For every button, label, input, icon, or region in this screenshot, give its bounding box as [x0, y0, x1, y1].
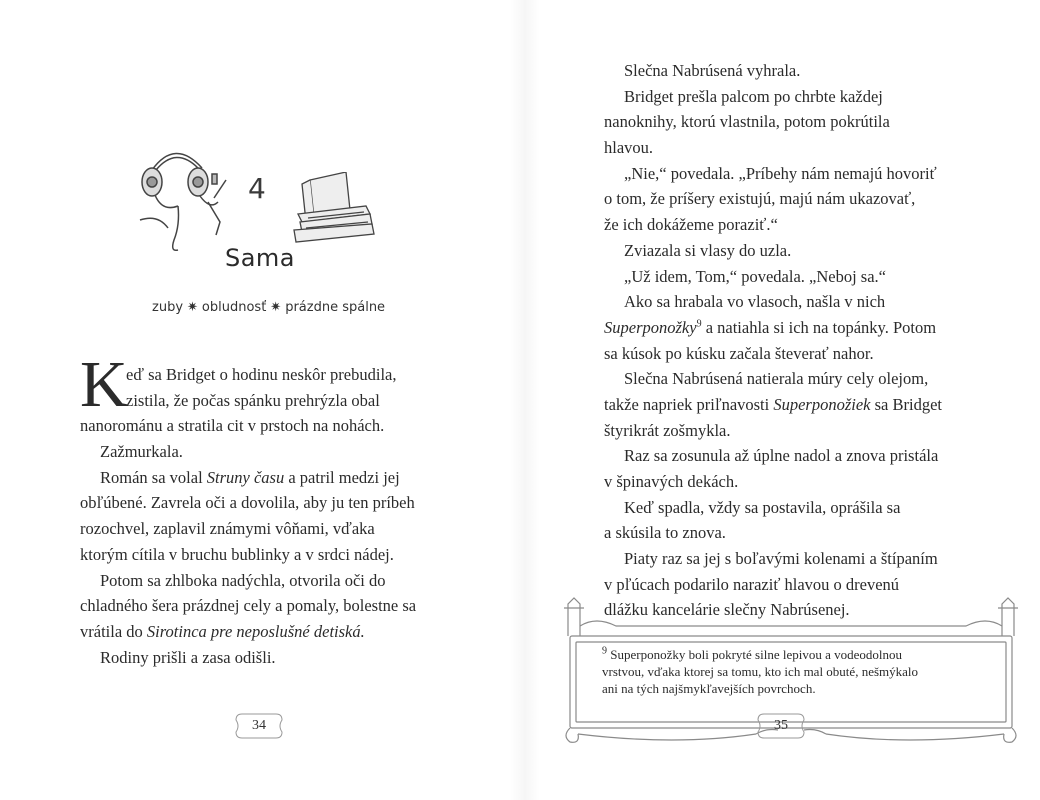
right-body-text [604, 58, 964, 623]
text-line: nanorománu a stratila cit v prstoch na nohách. [80, 416, 385, 436]
footnote-marker: 9 [696, 318, 702, 330]
text-line: Román sa volal Struny času a patril medzi jej [100, 467, 400, 487]
text-line: nanoknihy, ktorú vlastnila, potom pokrútila [604, 112, 890, 132]
text-line: Bridget prešla palcom po chrbte každej [624, 86, 883, 106]
text-line: Potom sa zhlboka nadýchla, otvorila oči do [100, 570, 386, 590]
star-icon: ✷ [270, 300, 282, 315]
keyword: prázdne spálne [285, 300, 386, 315]
page-number-right: 35 [756, 712, 806, 740]
page-number-left: 34 [234, 712, 284, 740]
left-body-text [80, 362, 440, 670]
text-line: zistila, že počas spánku prehrýzla obal [126, 390, 380, 410]
text-line: ktorým cítila v bruchu bublinky a v srdci nádej. [80, 544, 394, 564]
text-line: a skúsila to znova. [604, 523, 726, 543]
text-line: štyrikrát zošmykla. [604, 420, 731, 440]
text-line: Zažmurkala. [100, 442, 183, 462]
text-line: že ich dokážeme poraziť.“ [604, 215, 778, 235]
book-stack-illustration [288, 172, 378, 244]
text-line: „Nie,“ povedala. „Príbehy nám nemajú hovoriť [624, 163, 937, 183]
drop-cap: K [80, 348, 128, 421]
text-line: Rodiny prišli a zasa odišli. [100, 647, 276, 667]
text-line: obľúbené. Zavrela oči a dovolila, aby ju ten príbeh [80, 493, 415, 513]
text-line: takže napriek priľnavosti Superponožiek sa Bridget [604, 394, 943, 414]
text-line: v špinavých dekách. [604, 472, 739, 491]
text-line: Keď spadla, vždy sa postavila, oprášila sa [624, 497, 901, 517]
footnote-line: $^9$ Superponožky boli pokryté silne lepivou a vodeodolnou [602, 645, 902, 662]
footnote-line: ani na tých najšmykľavejších povrchoch. [602, 681, 816, 696]
text-line: Piaty raz sa jej s boľavými kolenami a štípaním [624, 549, 938, 569]
text-line: vrátila do Sirotinca pre neposlušné detiská. [80, 621, 365, 641]
text-line: chladného šera prázdnej cely a pomaly, bolestne sa [80, 596, 417, 616]
headphones-illustration [130, 140, 230, 255]
text-line: sa kúsok po kúsku začala števerať nahor. [604, 343, 874, 363]
text-line: Raz sa zosunula až úplne nadol a znova pristála [624, 446, 939, 466]
keyword: zuby [152, 300, 184, 315]
footnote [602, 646, 982, 697]
chapter-number: 4 [248, 172, 266, 205]
text-line: rozochvel, zaplavil známymi vôňami, vďaka [80, 519, 375, 539]
text-line: Slečna Nabrúsená vyhrala. [624, 61, 801, 80]
text-line: Slečna Nabrúsená natierala múry cely olejom, [624, 369, 929, 389]
text-line: eď sa Bridget o hodinu neskôr prebudila, [126, 365, 397, 384]
text-line: dlážku kancelárie slečny Nabrúsenej. [604, 600, 850, 620]
text-line: Superponožky$^9$ a natiahla si ich na topánky. Potom [604, 317, 937, 337]
keyword: obludnosť [201, 300, 267, 315]
chapter-keywords [152, 300, 385, 315]
right-page [520, 0, 1040, 800]
chapter-title: Sama [224, 244, 296, 272]
text-line: v pľúcach podarilo naraziť hlavou o drevenú [604, 574, 900, 594]
text-line: „Už idem, Tom,“ povedala. „Neboj sa.“ [624, 266, 886, 286]
text-line: Zviazala si vlasy do uzla. [624, 240, 792, 260]
text-line: hlavou. [604, 138, 654, 158]
star-icon: ✷ [187, 300, 198, 315]
footnote-line: vrstvou, vďaka ktorej sa tomu, kto ich mal obuté, nešmýkalo [602, 664, 919, 679]
text-line: Ako sa hrabala vo vlasoch, našla v nich [624, 292, 886, 312]
text-line: o tom, že príšery existujú, majú nám ukazovať, [604, 189, 916, 209]
